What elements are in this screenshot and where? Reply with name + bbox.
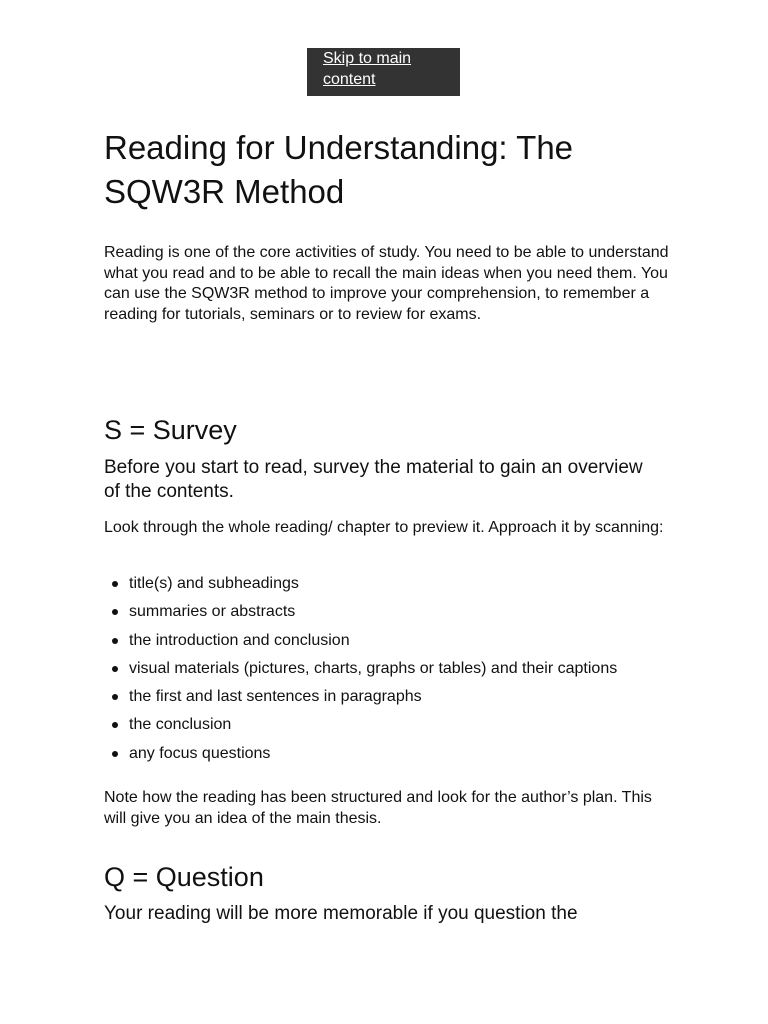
list-item-text: any focus questions	[129, 744, 271, 762]
survey-heading: S = Survey	[104, 415, 237, 445]
bullet-icon	[112, 638, 118, 644]
list-item	[104, 714, 672, 742]
list-item-text: title(s) and subheadings	[129, 575, 299, 592]
survey-paragraph: Look through the whole reading/ chapter to preview it. Approach it by scanning:	[104, 519, 664, 536]
survey-list	[104, 573, 672, 771]
survey-lead: Before you start to read, survey the material to gain an overview of the contents.	[104, 457, 643, 502]
question-heading: Q = Question	[104, 862, 264, 892]
page-title: Reading for Understanding: The SQW3R Method	[104, 129, 574, 210]
list-item	[104, 743, 672, 771]
survey-note: Note how the reading has been structured and look for the author’s plan. This will give you an idea of the main thesis.	[104, 789, 652, 827]
list-item-text: the conclusion	[129, 716, 232, 734]
skip-to-main-content-link[interactable]: Skip to main content	[307, 48, 460, 96]
list-item-text: summaries or abstracts	[129, 603, 296, 621]
question-lead: Your reading will be more memorable if you question the	[104, 903, 578, 924]
bullet-icon	[112, 581, 118, 587]
bullet-icon	[112, 666, 118, 672]
list-item-text: the first and last sentences in paragraphs	[129, 688, 422, 706]
bullet-icon	[112, 609, 118, 615]
bullet-icon	[112, 694, 118, 700]
bullet-icon	[112, 722, 118, 728]
list-item	[104, 630, 672, 658]
list-item	[104, 658, 672, 686]
intro-paragraph: Reading is one of the core activities of study. You need to be able to understand what you read and to be able to recall the main ideas when you need them. You can use the SQW3R method to improve your comprehension, to remember a reading for tutorials, seminars or to review for exams.	[104, 244, 669, 323]
list-item	[104, 601, 672, 629]
bullet-icon	[112, 751, 118, 757]
list-item-text: visual materials (pictures, charts, graphs or tables) and their captions	[129, 659, 618, 677]
list-item-text: the introduction and conclusion	[129, 631, 350, 649]
list-item	[104, 573, 672, 601]
list-item	[104, 686, 672, 714]
